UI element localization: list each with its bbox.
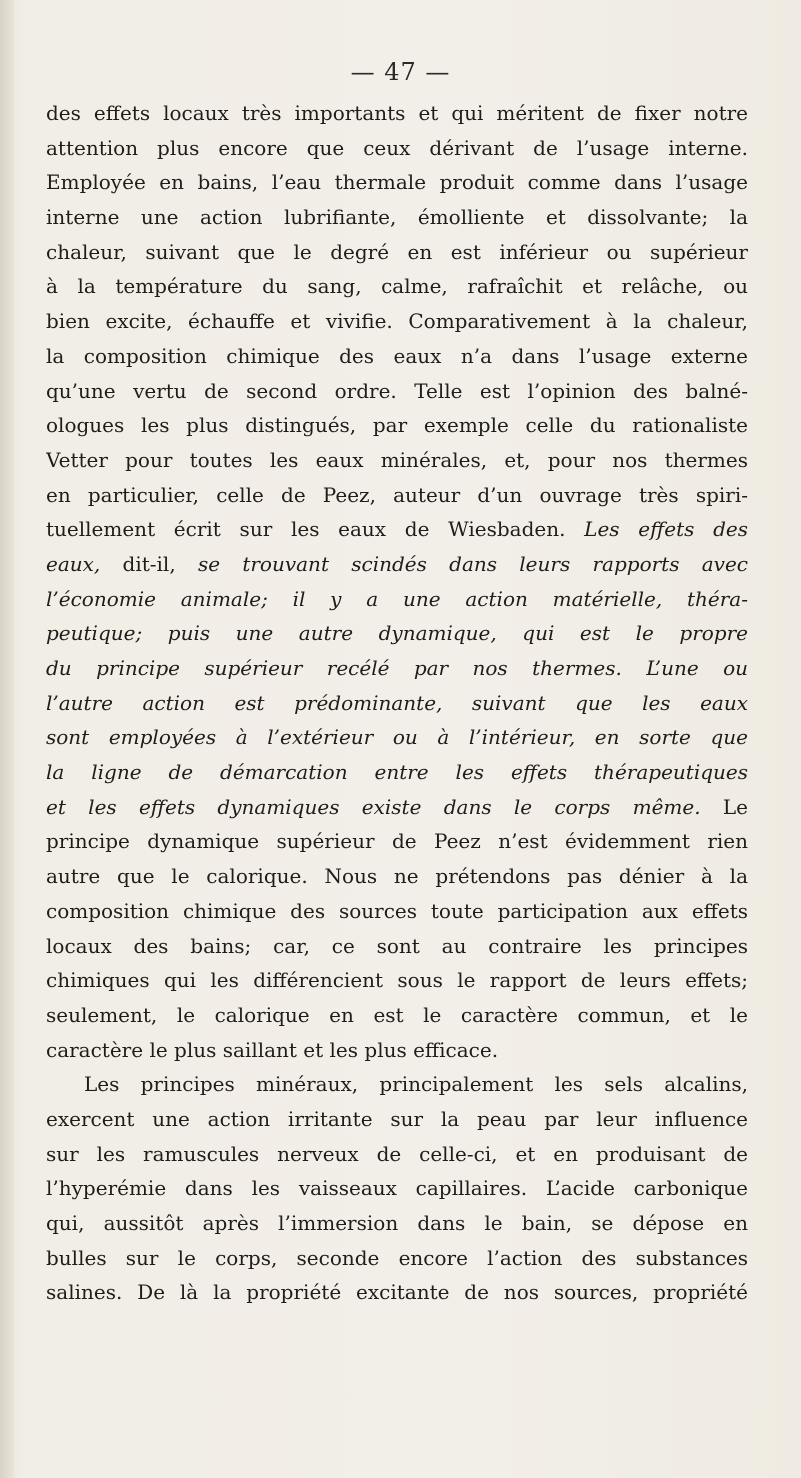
text-line-italic: l’autre action est prédominante, suivant que les eaux <box>46 690 748 715</box>
italic-segment: eaux, <box>46 551 101 576</box>
text-line-mixed <box>46 512 748 547</box>
text-line: principe dynamique supérieur de Peez n’est évidemment rien <box>46 829 748 854</box>
text-line: qui, aussitôt après l’immersion dans le bain, se dépose en <box>46 1211 748 1235</box>
body-text <box>46 96 748 1310</box>
text-line-italic: la ligne de démarcation entre les effets thérapeutiques <box>46 760 748 785</box>
text-line: en particulier, celle de Peez, auteur d’un ouvrage très spiri- <box>46 482 748 507</box>
text-line-italic: l’économie animale; il y a une action matérielle, théra- <box>46 586 748 611</box>
text-line: bien excite, échauffe et vivifie. Comparativement à la chaleur, <box>46 309 748 334</box>
italic-segment: Les effets des <box>584 517 748 542</box>
text-line-italic: du principe supérieur recélé par nos thermes. L’une ou <box>46 656 748 680</box>
text-line: Employée en bains, l’eau thermale produit comme dans l’usage <box>46 170 748 195</box>
text-line: à la température du sang, calme, rafraîchit et relâche, ou <box>46 274 748 299</box>
text-line: l’hyperémie dans les vaisseaux capillaires. L’acide carbonique <box>46 1176 748 1201</box>
text-line: locaux des bains; car, ce sont au contraire les principes <box>46 933 748 958</box>
italic-segment: et les effets dynamiques existe dans le corps même. <box>46 794 701 819</box>
text-line: bulles sur le corps, seconde encore l’action des substances <box>46 1245 748 1270</box>
text-line: exercent une action irritante sur la peau par leur influence <box>46 1106 748 1131</box>
text-line: chaleur, suivant que le degré en est inférieur ou supérieur <box>46 239 748 264</box>
text-line: Vetter pour toutes les eaux minérales, et, pour nos thermes <box>46 447 748 472</box>
page-gutter-edge <box>0 0 14 1478</box>
text-segment: tuellement écrit sur les eaux de Wiesbaden. Les effets des <box>46 517 748 542</box>
text-line-italic: peutique; puis une autre dynamique, qui est le propre <box>46 621 748 646</box>
text-line-mixed: et les effets dynamiques existe dans le corps même. Le <box>46 794 748 819</box>
text-line-paragraph-end: caractère le plus saillant et les plus efficace. <box>46 1037 499 1062</box>
text-line: composition chimique des sources toute participation aux effets <box>46 898 748 923</box>
text-line-paragraph-start: Les principes minéraux, principalement les sels alcalins, <box>84 1072 748 1097</box>
italic-segment: se trouvant scindés dans leurs rapports avec <box>197 551 748 576</box>
text-line: qu’une vertu de second ordre. Telle est l’opinion des balné- <box>46 378 748 403</box>
text-line: autre que le calorique. Nous ne prétendons pas dénier à la <box>46 864 748 889</box>
text-line: sur les ramuscules nerveux de celle-ci, et en produisant de <box>46 1141 748 1166</box>
text-line: seulement, le calorique en est le caractère commun, et le <box>46 1002 748 1027</box>
text-line: ologues les plus distingués, par exemple celle du rationaliste <box>46 413 748 438</box>
text-line-italic: sont employées à l’extérieur ou à l’intérieur, en sorte que <box>46 725 748 750</box>
text-line: chimiques qui les différencient sous le rapport de leurs effets; <box>46 968 748 993</box>
page-number: — 47 — <box>350 58 451 86</box>
text-line: salines. De là la propriété excitante de nos sources, propriété <box>46 1280 748 1305</box>
text-line: la composition chimique des eaux n’a dans l’usage externe <box>46 343 748 368</box>
text-line: attention plus encore que ceux dérivant de l’usage interne. <box>46 135 748 160</box>
text-line-italic: eaux, dit-il, se trouvant scindés dans leurs rapports avec <box>46 551 748 576</box>
text-line: des effets locaux très importants et qui méritent de fixer notre <box>46 101 748 125</box>
text-line: interne une action lubrifiante, émolliente et dissolvante; la <box>46 205 748 230</box>
